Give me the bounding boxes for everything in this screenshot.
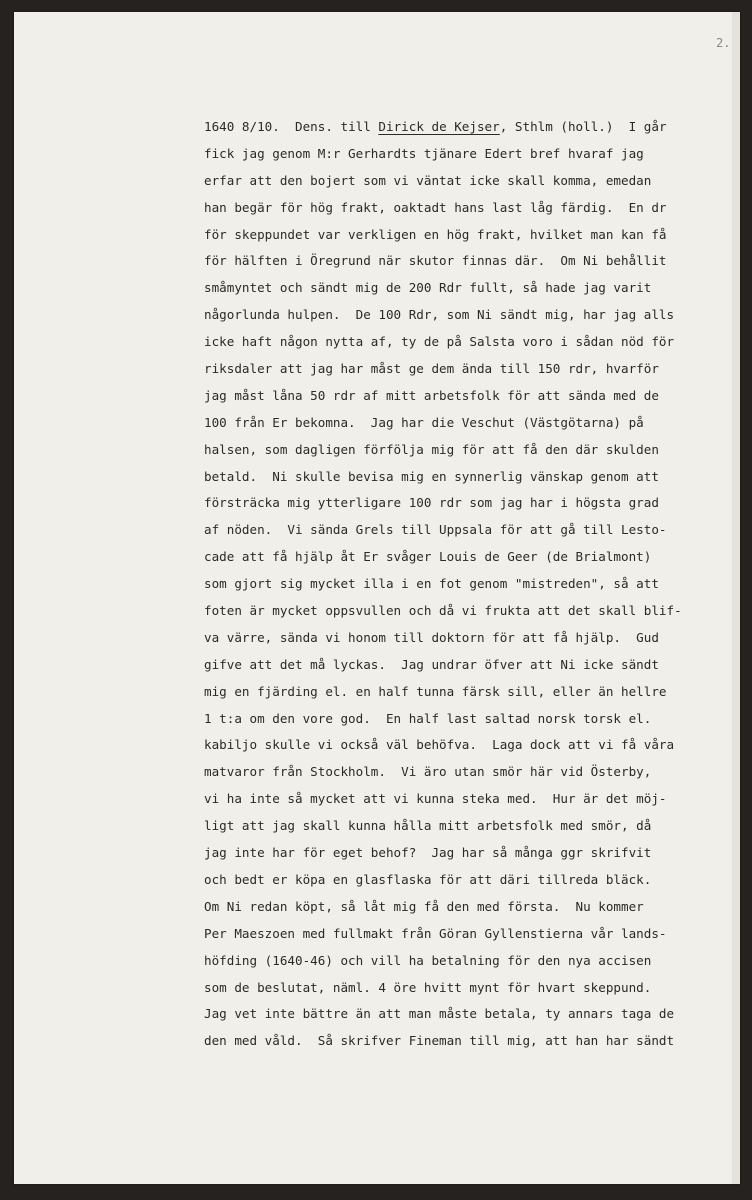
text-line: betald. Ni skulle bevisa mig en synnerlig vänskap genom att [204,468,659,484]
text-line: jag måst låna 50 rdr af mitt arbetsfolk för att sända med de [204,387,659,403]
text-line: och bedt er köpa en glasflaska för att däri tillreda bläck. [204,871,652,887]
text-line: ligt att jag skall kunna hålla mitt arbetsfolk med smör, då [204,818,652,834]
text-line: höfding (1640-46) och vill ha betalning för den nya accisen [204,952,652,968]
text-line: 1 t:a om den vore god. En half last saltad norsk torsk el. [204,710,652,726]
text-line: fick jag genom M:r Gerhardts tjänare Edert bref hvaraf jag [204,145,644,161]
heading-suffix: , Sthlm (holl.) I går [499,119,667,134]
text-line: cade att få hjälp åt Er svåger Louis de Geer (de Brialmont) [204,549,652,565]
text-line: den med våld. Så skrifver Fineman till mig, att han har sändt [204,1033,675,1049]
text-line: halsen, som dagligen förfölja mig för att få den där skulden [204,441,659,457]
text-line: gifve att det må lyckas. Jag undrar öfver att Ni icke sändt [204,656,659,672]
text-line: Om Ni redan köpt, så låt mig få den med första. Nu kommer [204,898,644,914]
text-line: riksdaler att jag har måst ge dem ända till 150 rdr, hvarför [204,361,659,377]
recipient-name: Dirick de Kejser [378,119,500,134]
text-line: för hälften i Öregrund när skutor finnas där. Om Ni behållit [204,253,667,269]
text-line: icke haft någon nytta af, ty de på Salsta voro i sådan nöd för [204,334,675,350]
text-line: småmyntet och sändt mig de 200 Rdr fullt, så hade jag varit [204,280,652,296]
text-line: vi ha inte så mycket att vi kunna steka med. Hur är det möj- [204,791,667,807]
text-line: af nöden. Vi sända Grels till Uppsala för att gå till Lesto- [204,522,667,538]
page-number-mark: 2. [716,36,731,50]
text-line: erfar att den bojert som vi väntat icke skall komma, emedan [204,172,652,188]
text-line: kabiljo skulle vi också väl behöfva. Laga dock att vi få våra [204,737,675,753]
text-line: någorlunda hulpen. De 100 Rdr, som Ni sändt mig, har jag alls [204,307,675,323]
text-line: mig en fjärding el. en half tunna färsk sill, eller än hellre [204,683,667,699]
text-line: för skeppundet var verkligen en hög frakt, hvilket man kan få [204,226,667,242]
text-line: foten är mycket oppsvullen och då vi frukta att det skall blif- [204,603,682,619]
text-line: 100 från Er bekomna. Jag har die Veschut (Västgötarna) på [204,414,644,430]
text-line: matvaror från Stockholm. Vi äro utan smör här vid Österby, [204,764,652,780]
text-line: som de beslutat, näml. 4 öre hvitt mynt för hvart skeppund. [204,979,652,995]
text-line: som gjort sig mycket illa i en fot genom "mistreden", så att [204,576,659,592]
text-line: Jag vet inte bättre än att man måste betala, ty annars taga de [204,1006,675,1022]
text-line: han begär för hög frakt, oaktadt hans last låg färdig. En dr [204,199,667,215]
text-line: försträcka mig ytterligare 100 rdr som jag har i högsta grad [204,495,659,511]
entry-date: 1640 8/10. [204,119,280,134]
text-line: Per Maeszoen med fullmakt från Göran Gyllenstierna vår lands- [204,925,667,941]
heading-prefix: Dens. till [295,119,379,134]
letter-text [204,114,734,1055]
text-line: va värre, sända vi honom till doktorn för att få hjälp. Gud [204,629,659,645]
heading-line [204,114,734,141]
text-line: jag inte har för eget behof? Jag har så många ggr skrifvit [204,845,652,861]
